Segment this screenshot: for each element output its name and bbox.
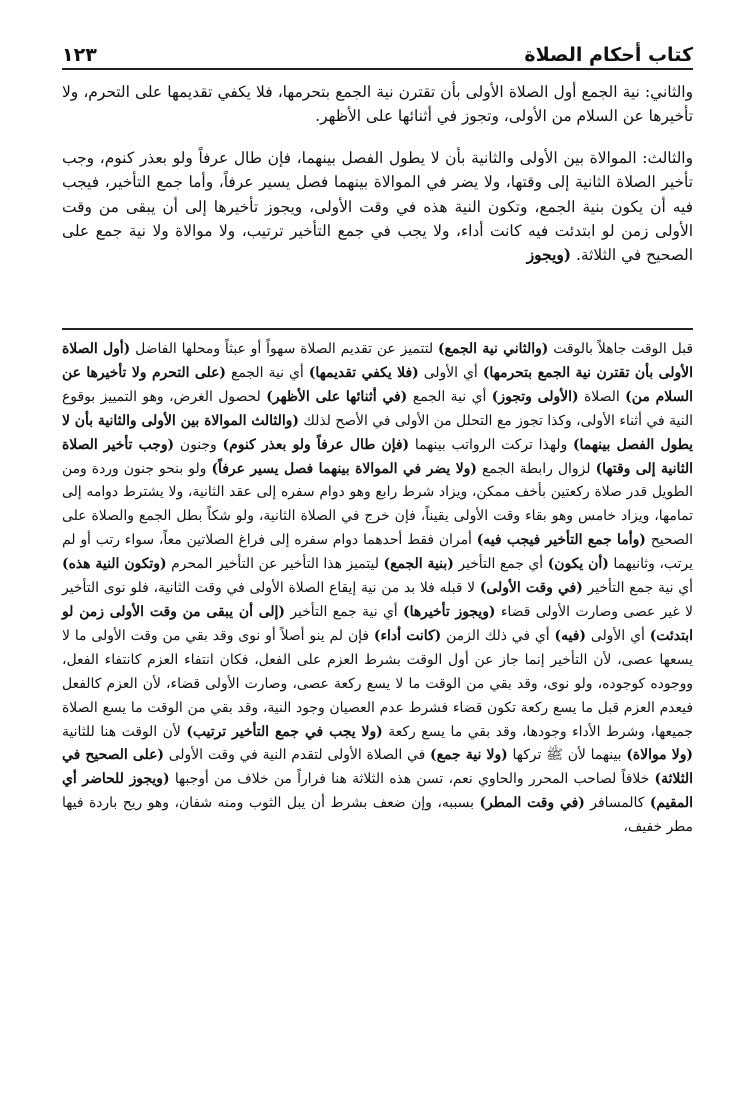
sharh-text-run: بينهما لأن ﷺ تركها	[507, 747, 627, 764]
sharh-text-run: أي نية جمع التأخير	[284, 603, 404, 620]
sharh-text-run: في الصلاة الأولى لتقدم النية في وقت الأولى	[163, 747, 431, 764]
matn-paragraph-2-text: والثالث: الموالاة بين الأولى والثانية بأن لا يطول الفصل بينهما، فإن طال عرفاً ولو بعذر كنوم، وجب تأخير الصلاة الثانية إلى وقتها، ولا يضر في الموالاة بينهما فصل يسير عرفاً، وأما جمع التأخير، فيجب فيه أن يكون بنية الجمع، وتكون النية هذه في وقت الأولى، ويجوز تأخيرها إلى أن يبقى من وقت الأولى زمن لو ابتدئت فيه كانت أداء، ولا يجب في جمع التأخير ترتيب، ولا موالاة ولا نية جمع على الصحيح في الثلاثة.	[62, 148, 693, 265]
matn-quote: (ولا يضر في الموالاة بينهما فصل يسير عرفاً)	[211, 460, 477, 477]
sharh-text-run: ولو بنحو جنون وردة ومن الطويل قدر صلاة ركعتين بأخف ممكن، ويزاد شرط رابع وهو دوام سفره إلى عقد الثانية، ولا يشترط دوامه إلى تمامها، ويزاد خامس وهو بقاء وقت الأولى يقيناً، فإن خرج في الصلاة الثانية، ولو شكاً بطل الجمع والصلاة على الصحيح	[62, 460, 694, 549]
sharh-text-run: أمران فقط أحدهما دوام سفره إلى فراغ الصلاتين معاً، سواء رتب أو لم يرتب، وثانيهما	[62, 532, 693, 573]
header-rule	[62, 68, 693, 70]
sharh-text-run: ولهذا تركت الرواتب بينهما	[409, 436, 573, 453]
sharh-text-run: كالمسافر	[584, 795, 650, 812]
matn-quote: (ولا يجب في جمع التأخير ترتيب)	[186, 723, 383, 740]
sharh-text-run: أي نية الجمع	[225, 364, 309, 381]
sharh-text-run: لزوال رابطة الجمع	[476, 460, 596, 477]
matn-quote: (في وقت المطر)	[479, 795, 585, 812]
matn-quote: (ويجوز تأخيرها)	[403, 603, 496, 620]
matn-quote: (ولا موالاة)	[626, 747, 693, 764]
sharh-text-run: بسببه، وإن ضعف بشرط أن يبل الثوب ومنه شفان، وهو ريح باردة فيها مطر خفيف،	[62, 795, 693, 836]
sharh-text-run: فإن لم ينو أصلاً أو نوى وقد بقي من وقت الأولى ما لا يسعها عصى، لأن التأخير إنما جاز عن أول الوقت بشرط العزم على الفعل، فكان انتفاء العزم كانتفاء الفعل، ووجوده كوجوده، ولو نوى، وقد بقي من الوقت ما لا يسع ركعة عصى، وصارت الأولى قضاء، لأن العزم كالفعل فيعدم العزم قبل ما يسع ركعة تكون قضاء فشرط عدم العصيان وجود النية، وقد بقي من الوقت ما يسع الصلاة جميعها، وشرط الأداء وجودها، وقد بقي ما يسع ركعة	[62, 627, 694, 740]
matn-quote: (وتكون النية هذه)	[62, 556, 167, 573]
matn-quote: (فإن طال عرفاً ولو بعذر كنوم)	[222, 436, 410, 453]
matn-paragraph-2	[62, 146, 693, 268]
matn-quote: (كانت أداء)	[373, 627, 442, 644]
sharh-text-run: الصلاة	[578, 388, 626, 405]
page-number: ١٢٣	[62, 44, 97, 66]
matn-quote: (الأولى وتجوز)	[491, 388, 579, 405]
sharh-text-run: أي جمع التأخير	[453, 556, 548, 573]
sharh-paragraph	[62, 338, 693, 840]
sharh-text-run: لا قبله فلا بد من نية إيقاع الصلاة الأولى في وقت الثانية، فلو نوى التأخير لا غير عصى وصارت الأولى قضاء	[62, 580, 693, 620]
page-header	[62, 26, 693, 66]
separator-rule	[62, 328, 693, 330]
matn-quote: (وأما جمع التأخير فيجب فيه)	[476, 532, 646, 549]
matn-quote: (والثالث الموالاة بين الأولى والثانية بأن لا يطول الفصل بينهما)	[62, 412, 693, 453]
matn-quote: (وجب تأخير الصلاة الثانية إلى وقتها)	[62, 436, 693, 477]
matn-quote: (فيه)	[554, 627, 586, 644]
sharh-text-run: أي نية جمع التأخير	[582, 580, 693, 597]
sharh-text-run: أي الأولى	[585, 627, 650, 644]
sharh-text-run: قبل الوقت جاهلاً بالوقت	[548, 341, 694, 357]
matn-text	[62, 80, 693, 268]
sharh-text-run: لتتميز عن تقديم الصلاة سهواً أو عبثاً ومحلها الفاضل	[130, 341, 438, 357]
matn-quote: (بنية الجمع)	[383, 556, 454, 573]
matn-quote: (في وقت الأولى)	[479, 580, 583, 597]
matn-quote: (على الصحيح في الثلاثة)	[62, 747, 693, 788]
sharh-text-run: وجنون	[174, 436, 223, 453]
sharh-text-run: أي الأولى	[418, 364, 483, 381]
sharh-text-run: لأن الوقت هنا للثانية	[62, 723, 187, 740]
running-title: كتاب أحكام الصلاة	[524, 44, 693, 66]
matn-quote: (ولا نية جمع)	[430, 747, 508, 764]
matn-quote: (فلا يكفي تقديمها)	[308, 364, 419, 381]
matn-quote: (إلى أن يبقى من وقت الأولى زمن لو ابتدئت)	[62, 603, 693, 644]
sharh-text-run: أي في ذلك الزمن	[441, 627, 555, 644]
sharh-text-run: ليتميز هذا التأخير عن التأخير المحرم	[166, 556, 384, 573]
sharh-text-run: خلافاً لصاحب المحرر والحاوي نعم، تسن هذه الثلاثة هنا فراراً من خلاف من أوجبها	[169, 771, 655, 788]
matn-quote: (أول الصلاة الأولى بأن تقترن نية الجمع بتحرمها)	[62, 341, 693, 381]
matn-quote: (ويجوز للحاضر أي المقيم)	[62, 771, 693, 812]
matn-continuation: (ويجوز	[526, 246, 572, 265]
matn-quote: (أن يكون)	[547, 556, 609, 573]
sharh-text	[62, 338, 693, 840]
matn-quote: (في أثنائها على الأظهر)	[266, 388, 408, 405]
sharh-text-run: أي نية الجمع	[407, 388, 492, 405]
matn-paragraph-1: والثاني: نية الجمع أول الصلاة الأولى بأن تقترن نية الجمع بتحرمها، فلا يكفي تقديمها على التحرم، ولا تأخيرها عن السلام من الأولى، وتجوز في أثنائها على الأظهر.	[62, 83, 693, 126]
matn-quote: (على التحرم ولا تأخيرها عن السلام من)	[62, 364, 694, 405]
matn-quote: (والثاني نية الجمع)	[437, 341, 549, 357]
sharh-text-run: لحصول الغرض، وهو التمييز بوقوع النية في أثناء الأولى، وكذا تجوز مع التحلل من الأولى في الأصح لذلك	[62, 388, 693, 429]
